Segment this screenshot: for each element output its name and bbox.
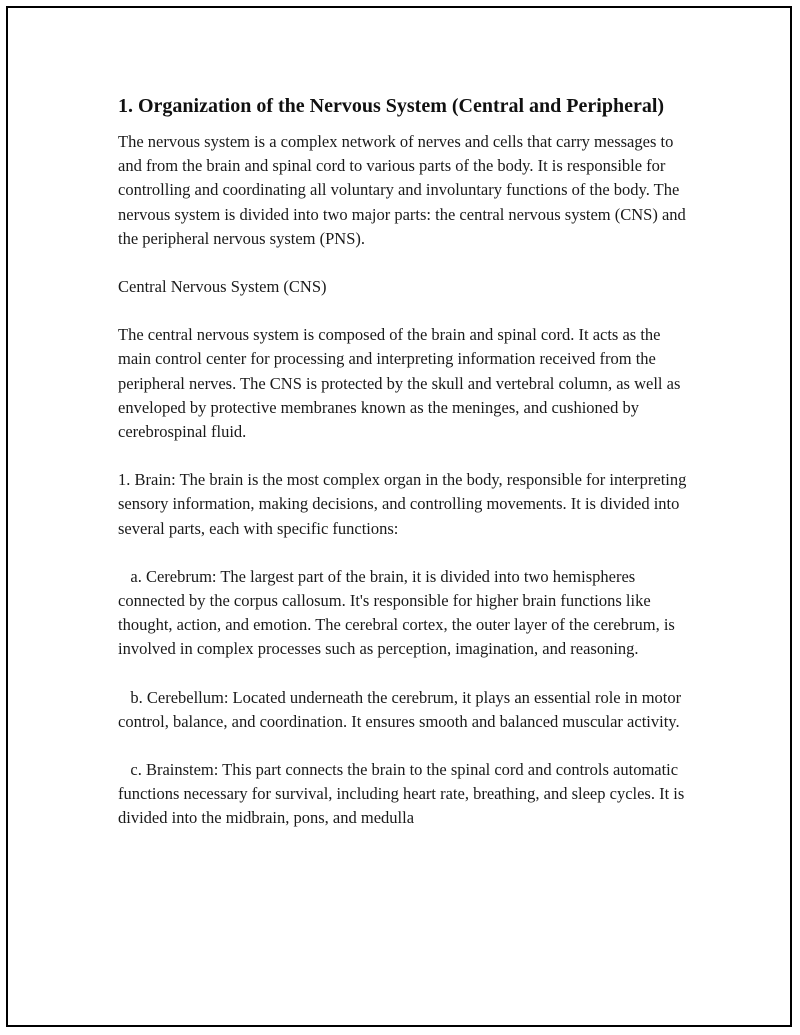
intro-paragraph: The nervous system is a complex network of nerves and cells that carry messages to and from the brain and spinal cord to various parts of the body. It is responsible for controlling and coordinating all voluntary and involuntary functions of the body. The nervous system is divided into two major parts: the central nervous system (CNS) and the peripheral nervous system (PNS).	[118, 132, 690, 248]
brain-paragraph: 1. Brain: The brain is the most complex organ in the body, responsible for interpreting sensory information, making decisions, and controlling movements. It is divided into several parts, each with specific functions:	[118, 470, 691, 538]
cns-paragraph: The central nervous system is composed of the brain and spinal cord. It acts as the main control center for processing and interpreting information received from the peripheral nerves. The CNS is protected by the skull and vertebral column, as well as enveloped by protective membranes known as the meninges, and cushioned by cerebrospinal fluid.	[118, 325, 685, 442]
cerebrum-paragraph: a. Cerebrum: The largest part of the brain, it is divided into two hemispheres connected by the corpus callosum. It's responsible for higher brain functions like thought, action, and emotion. The cerebral cortex, the outer layer of the cerebrum, is involved in complex processes such as perception, imagination, and reasoning.	[118, 566, 679, 659]
document-body	[118, 92, 691, 855]
cns-subheading: Central Nervous System (CNS)	[118, 277, 327, 297]
section-heading: 1. Organization of the Nervous System (Central and Peripheral)	[118, 95, 665, 117]
cerebellum-paragraph: b. Cerebellum: Located underneath the cerebrum, it plays an essential role in motor control, balance, and coordination. It ensures smooth and balanced muscular activity.	[118, 687, 686, 731]
brainstem-paragraph: c. Brainstem: This part connects the brain to the spinal cord and controls automatic functions necessary for survival, including heart rate, breathing, and sleep cycles. It is divided into the midbrain, pons, and medulla	[118, 760, 689, 828]
